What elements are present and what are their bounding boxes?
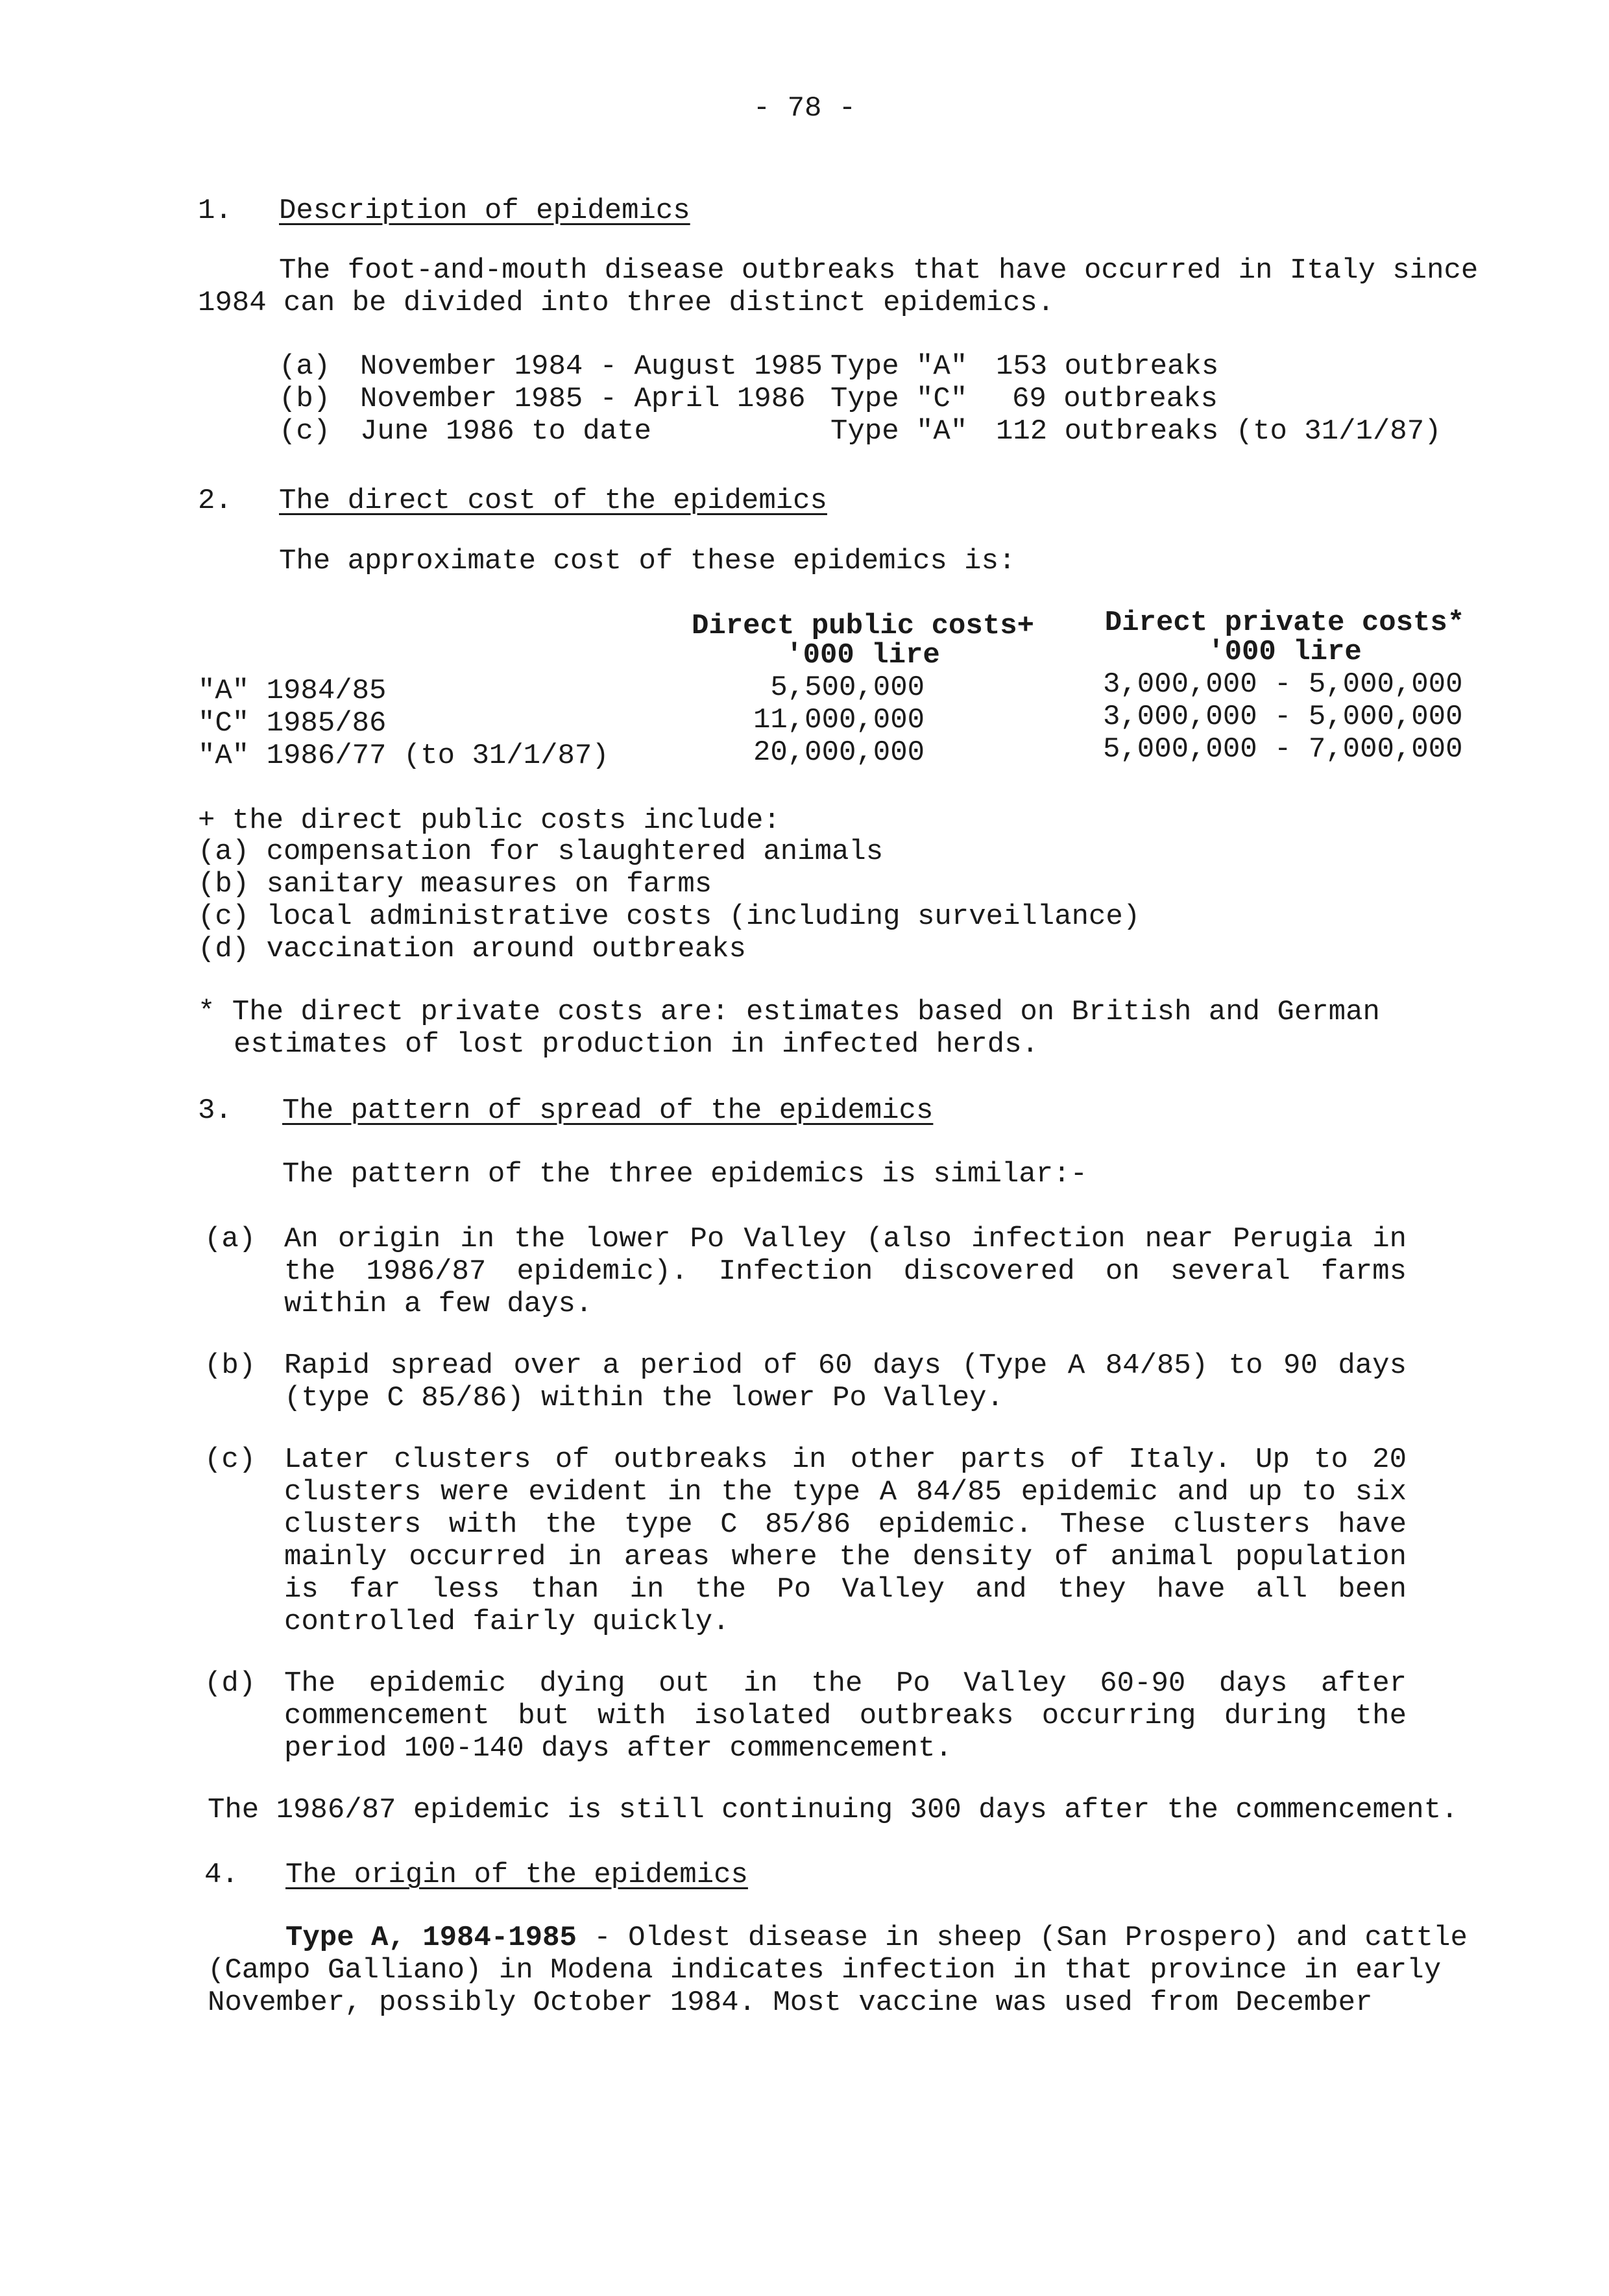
epidemic-label: (c) <box>279 415 331 448</box>
section-3-number: 3. <box>198 1094 232 1127</box>
spread-item-label: (b) <box>204 1349 256 1382</box>
spread-item-label: (d) <box>204 1667 256 1700</box>
private-costs-note-line-2: estimates of lost production in infected herds. <box>234 1028 1039 1061</box>
epidemic-label: (a) <box>279 350 331 383</box>
section-1-title: Description of epidemics <box>279 195 690 227</box>
section-3-title: The pattern of spread of the epidemics <box>282 1094 934 1127</box>
epidemic-outbreaks: 69 outbreaks <box>1012 383 1218 415</box>
type-a-text: - Oldest disease in sheep (San Prospero) and cattle <box>576 1922 1468 1954</box>
public-costs-item: (a) compensation for slaughtered animals <box>198 836 884 868</box>
page-number: - 78 - <box>753 92 856 125</box>
section-3-closing: The 1986/87 epidemic is still continuing 300 days after the commencement. <box>208 1794 1458 1826</box>
private-costs-note-line-1: * The direct private costs are: estimates based on British and German <box>198 996 1380 1028</box>
section-4-title: The origin of the epidemics <box>285 1859 748 1891</box>
public-costs-item: (d) vaccination around outbreaks <box>198 933 746 965</box>
section-4-number: 4. <box>204 1859 239 1891</box>
epidemic-type: Type "A" <box>830 350 968 383</box>
private-costs-unit: '000 lire <box>1207 636 1362 668</box>
epidemic-period: June 1986 to date <box>360 415 651 448</box>
epidemic-type: Type "A" <box>830 415 968 448</box>
spread-item-text: Later clusters of outbreaks in other parts of Italy. Up to 20 clusters were evident in the type A 84/85 epidemic and up to six clusters with the type C 85/86 epidemic. These clusters have mainly occurred in areas where the density of animal population is far less than in the Po Valley and they have all been controlled fairly quickly. <box>284 1444 1407 1638</box>
cost-row-label: "A" 1986/77 (to 31/1/87) <box>198 740 609 772</box>
cost-row-public: 20,000,000 <box>753 736 925 769</box>
section-3-intro: The pattern of the three epidemics is similar:- <box>282 1158 1088 1190</box>
spread-item-label: (c) <box>204 1444 256 1476</box>
cost-row-private: 3,000,000 - 5,000,000 <box>1103 701 1463 733</box>
epidemic-label: (b) <box>279 383 331 415</box>
cost-row-public: 11,000,000 <box>753 704 925 736</box>
cost-row-private: 3,000,000 - 5,000,000 <box>1103 668 1463 701</box>
cost-row-label: "C" 1985/86 <box>198 707 387 740</box>
section-4-line-3: November, possibly October 1984. Most vaccine was used from December <box>208 1987 1373 2019</box>
epidemic-period: November 1984 - August 1985 <box>360 350 823 383</box>
section-4-line-1 <box>285 1922 1468 1954</box>
section-2-intro: The approximate cost of these epidemics is: <box>279 545 1016 577</box>
spread-item-text: An origin in the lower Po Valley (also infection near Perugia in the 1986/87 epidemic). Infection discovered on several farms within a few days. <box>284 1223 1407 1320</box>
public-costs-item: (c) local administrative costs (including surveillance) <box>198 900 1141 933</box>
spread-item-text: Rapid spread over a period of 60 days (Type A 84/85) to 90 days (type C 85/86) within the lower Po Valley. <box>284 1349 1407 1414</box>
epidemic-outbreaks: 112 outbreaks (to 31/1/87) <box>996 415 1442 448</box>
section-1-intro-line-1: The foot-and-mouth disease outbreaks that have occurred in Italy since <box>279 254 1479 287</box>
cost-row-private: 5,000,000 - 7,000,000 <box>1103 733 1463 766</box>
cost-row-label: "A" 1984/85 <box>198 675 387 707</box>
epidemic-period: November 1985 - April 1986 <box>360 383 806 415</box>
public-costs-note: + the direct public costs include: <box>198 804 780 837</box>
epidemic-type: Type "C" <box>830 383 968 415</box>
epidemic-outbreaks: 153 outbreaks <box>996 350 1219 383</box>
private-costs-header: Direct private costs* <box>1104 607 1465 639</box>
section-1-number: 1. <box>198 195 232 227</box>
public-costs-header: Direct public costs+ <box>691 610 1035 642</box>
type-a-lead: Type A, 1984-1985 <box>285 1922 577 1954</box>
public-costs-unit: '000 lire <box>786 639 940 671</box>
section-1-intro-line-2: 1984 can be divided into three distinct epidemics. <box>198 287 1055 319</box>
section-2-title: The direct cost of the epidemics <box>279 485 827 517</box>
public-costs-item: (b) sanitary measures on farms <box>198 868 712 900</box>
section-4-line-2: (Campo Galliano) in Modena indicates infection in that province in early <box>208 1954 1442 1987</box>
cost-row-public: 5,500,000 <box>770 671 925 704</box>
section-2-number: 2. <box>198 485 232 517</box>
spread-item-label: (a) <box>204 1223 256 1255</box>
spread-item-text: The epidemic dying out in the Po Valley 60-90 days after commencement but with isolated outbreaks occurring during the period 100-140 days after commencement. <box>284 1667 1407 1765</box>
